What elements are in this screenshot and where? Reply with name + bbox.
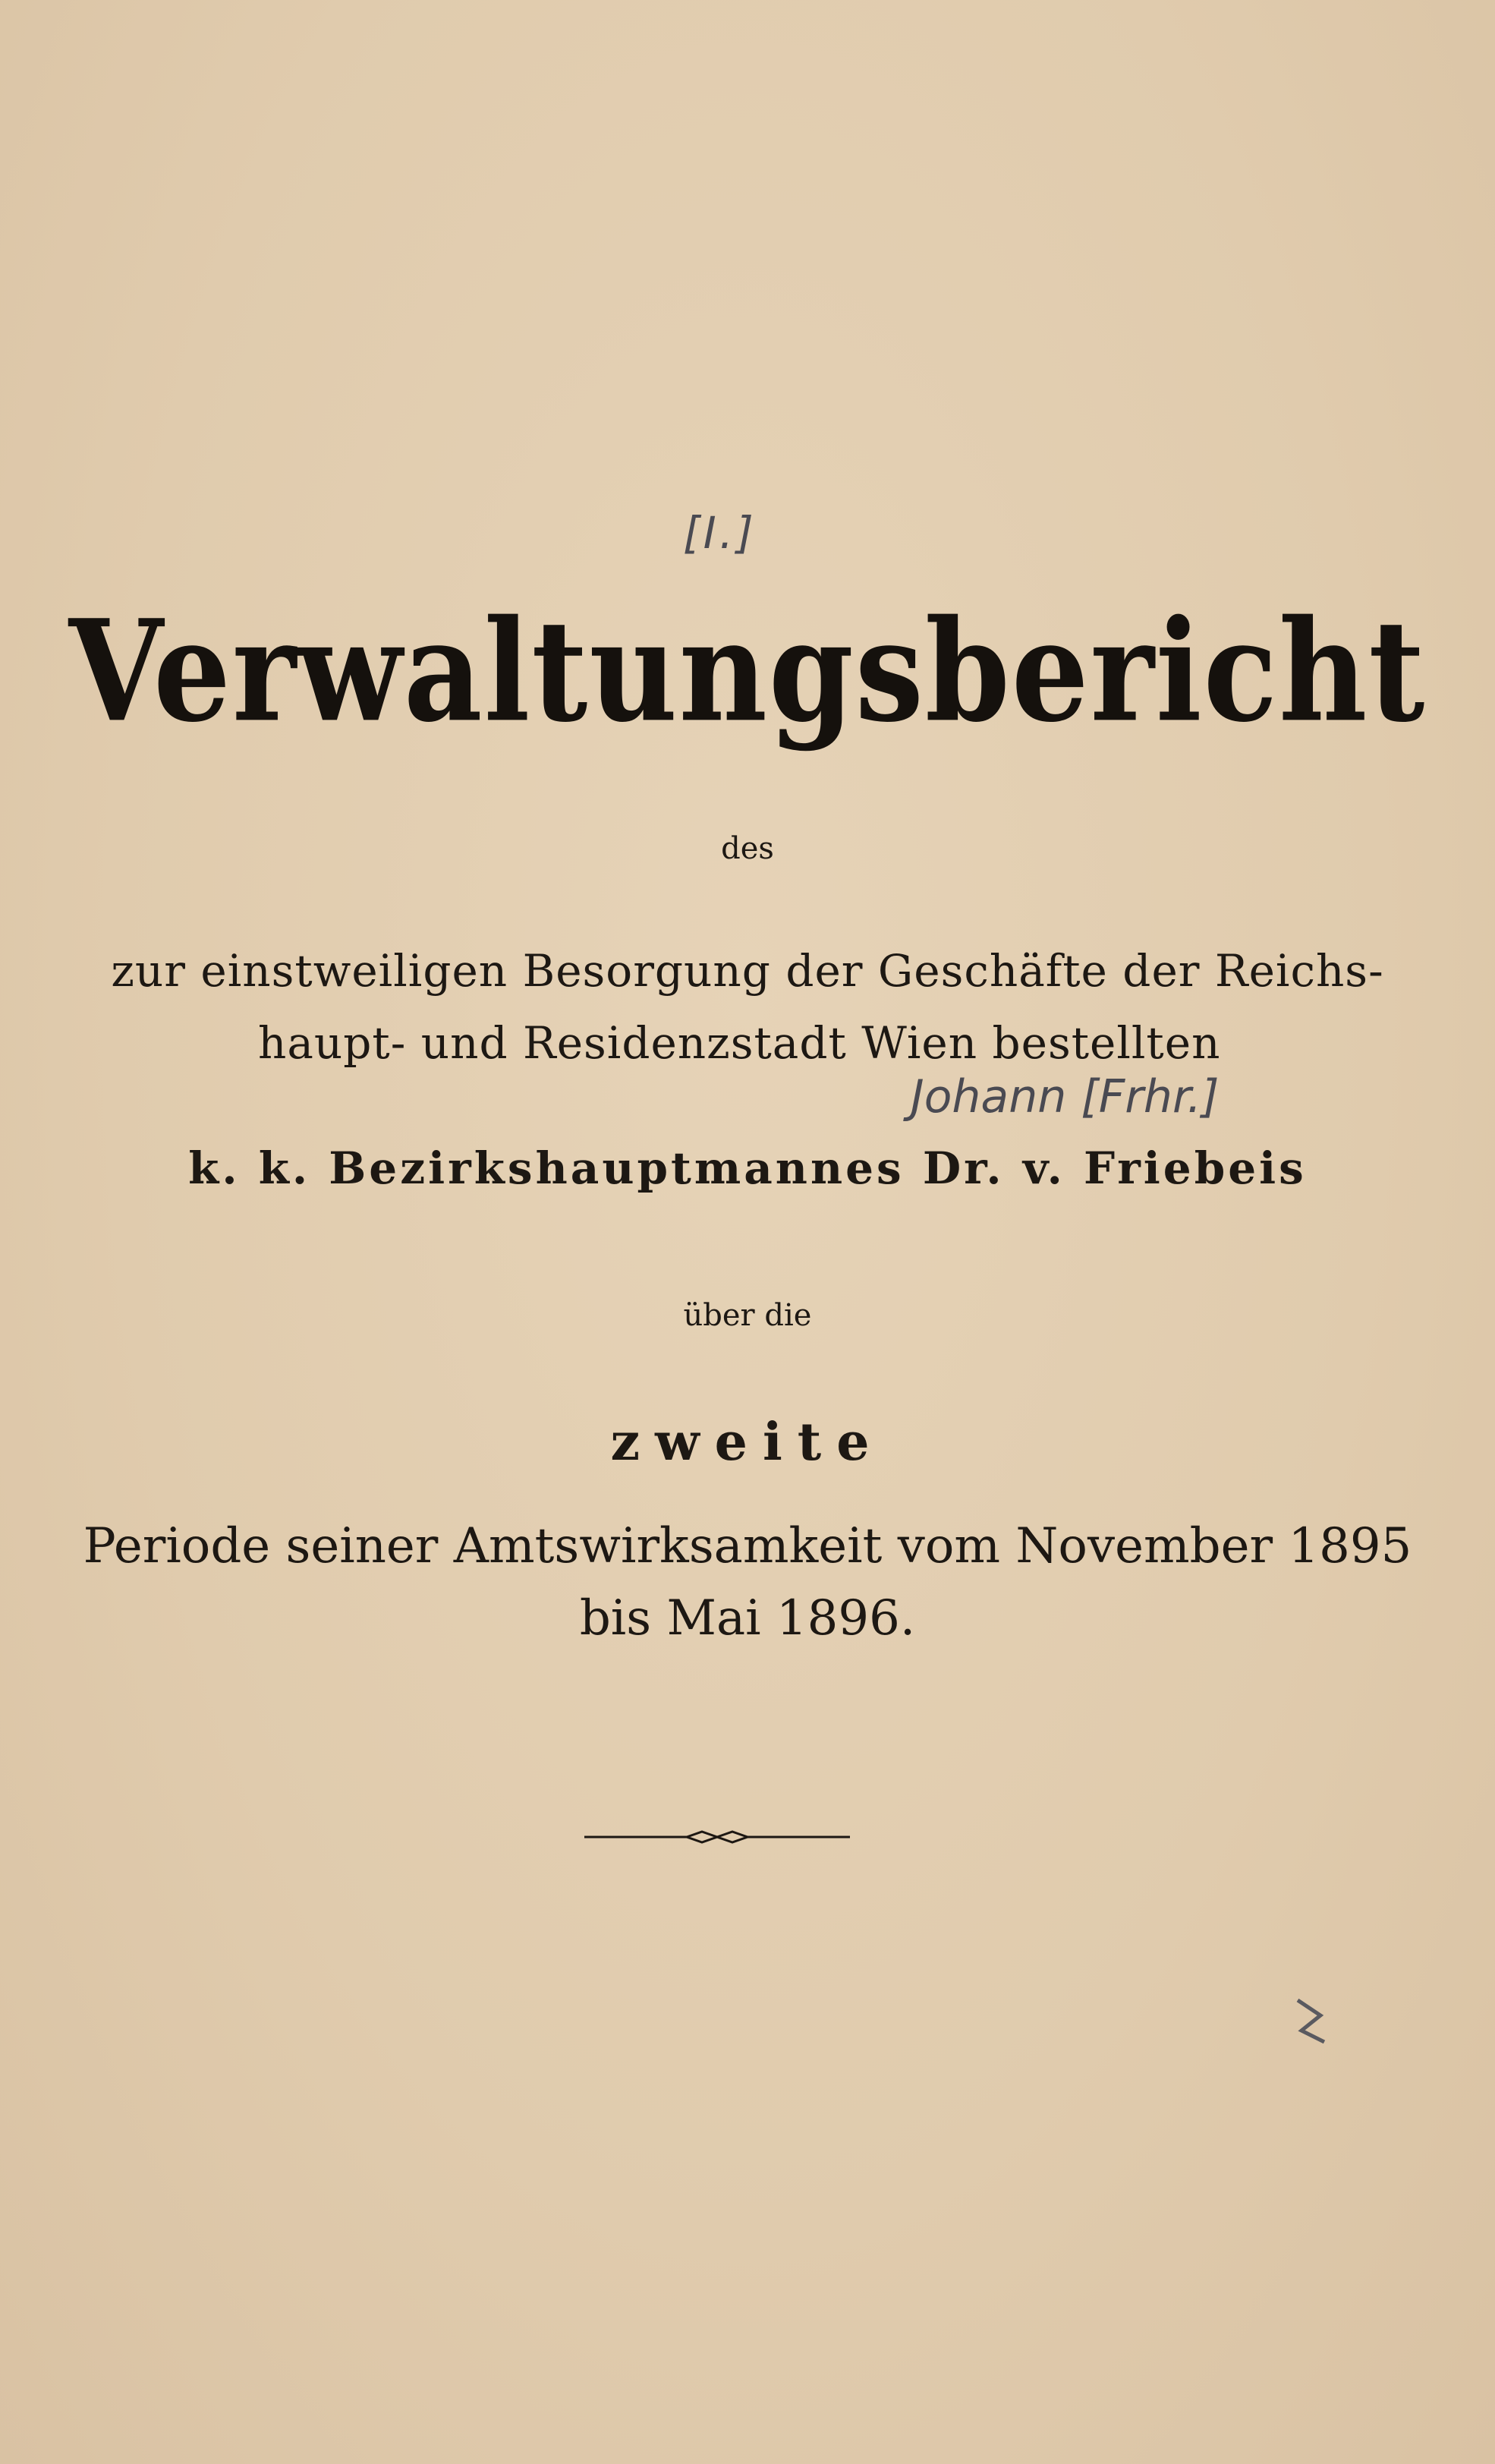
subtitle-line-1: zur einstweiligen Besorgung der Geschäfte der Reichs-	[111, 945, 1384, 997]
period-line-2: bis Mai 1896.	[579, 1590, 916, 1646]
official-title-line: k. k. Bezirkshauptmannes Dr. v. Friebeis	[188, 1142, 1307, 1194]
pencil-annotation-top: [I.]	[683, 507, 757, 559]
ordinal-heading: zweite	[610, 1412, 885, 1473]
pencil-annotation-name: Johann [Frhr.]	[911, 1070, 1220, 1123]
pencil-mark-icon	[1290, 1993, 1336, 2046]
preposition-des: des	[721, 831, 774, 866]
ornamental-rule-icon	[584, 1826, 850, 1848]
document-title: Verwaltungsbericht	[68, 588, 1427, 754]
preposition-ueber: über die	[683, 1298, 812, 1333]
subtitle-line-2: haupt- und Residenzstadt Wien bestellten	[258, 1017, 1221, 1069]
period-line-1: Periode seiner Amtswirksamkeit vom November 1895	[83, 1518, 1412, 1574]
